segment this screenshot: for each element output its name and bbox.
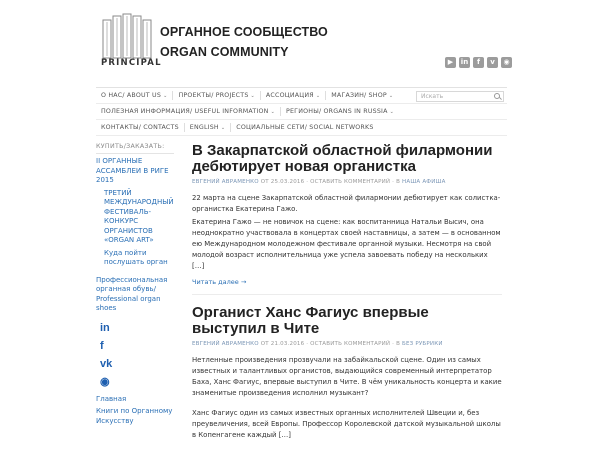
header-social-icons — [445, 57, 512, 68]
sidebar-link[interactable]: II ОРГАННЫЕ АССАМБЛЕИ В РИГЕ 2015 — [96, 157, 169, 184]
nav-item-regions[interactable]: РЕГИОНЫ/ ORGANS IN RUSSIA ⌄ — [285, 108, 395, 115]
main-content — [192, 143, 502, 450]
sidebar-link-books[interactable]: Книги по Органному Искусству — [96, 407, 173, 425]
chevron-down-icon: ⌄ — [388, 93, 394, 99]
nav-item-about[interactable]: О НАС/ ABOUT US ⌄ — [101, 92, 168, 99]
post-meta: ЕВГЕНИЙ АВРАМЕНКО ОТ 21.03.2016 · ОСТАВИТЬ КОММЕНТАРИЙ · В БЕЗ РУБРИКИ — [192, 341, 443, 347]
rss-icon[interactable]: ◉ — [100, 375, 110, 388]
post-paragraph: Нетленные произведения прозвучали на забайкальской сцене. Один из самых известных и талантливых органистов, выдающийся современный интерпретатор Баха, Ханс Фагиус, впервые выступил в Чите. В чём уникальность концерта и какие знаменитые произведения исполнил музыкант? — [192, 356, 502, 397]
post-paragraph: 22 марта на сцене Закарпатской областной филармонии дебютирует как солистка-органистка Екатерина Гажо. — [192, 194, 501, 213]
nav-item-social[interactable]: СОЦИАЛЬНЫЕ СЕТИ/ SOCIAL NETWORKS — [236, 124, 374, 131]
logo-text: PRINCIPAL — [101, 58, 162, 68]
post-title[interactable]: В Закарпатской областной филармонии дебютирует новая органистка — [192, 142, 493, 175]
post-meta: ЕВГЕНИЙ АВРАМЕНКО ОТ 25.03.2016 · ОСТАВИТЬ КОММЕНТАРИЙ · В НАША АФИША — [192, 179, 446, 185]
post — [192, 143, 502, 286]
post-author[interactable]: ЕВГЕНИЙ АВРАМЕНКО — [192, 179, 259, 185]
facebook-icon[interactable]: f — [473, 57, 484, 68]
site-title-ru: ОРГАННОЕ СООБЩЕСТВО — [160, 25, 328, 39]
nav-item-shop[interactable]: МАГАЗИН/ SHOP ⌄ — [331, 92, 394, 99]
post-meta-on: ОТ — [260, 341, 269, 347]
post-date[interactable]: 21.03.2016 — [270, 341, 305, 347]
post-divider — [192, 294, 502, 295]
linkedin-icon[interactable]: in — [100, 321, 110, 334]
rss-icon[interactable]: ◉ — [501, 57, 512, 68]
post-excerpt — [192, 355, 502, 441]
nav-item-association[interactable]: АССОЦИАЦИЯ ⌄ — [265, 92, 321, 99]
sidebar-social-icons — [100, 321, 174, 393]
vk-icon[interactable]: v — [487, 57, 498, 68]
vk-icon[interactable]: vk — [100, 357, 113, 370]
post-category[interactable]: НАША АФИША — [402, 179, 446, 185]
post-meta-in: В — [396, 341, 401, 347]
sidebar — [96, 143, 174, 426]
post-comment-link[interactable]: ОСТАВИТЬ КОММЕНТАРИЙ — [310, 179, 391, 185]
linkedin-icon[interactable]: in — [460, 58, 469, 66]
main-navigation — [96, 87, 507, 136]
nav-item-english[interactable]: ENGLISH ⌄ — [189, 124, 226, 131]
chevron-down-icon: ⌄ — [389, 109, 395, 115]
sidebar-link-home[interactable]: Главная — [96, 394, 127, 403]
post — [192, 305, 502, 441]
read-more-link[interactable]: Читать далее → — [192, 278, 247, 286]
post-date[interactable]: 25.03.2016 — [270, 179, 305, 185]
site-title-en: ORGAN COMMUNITY — [160, 45, 289, 59]
post-meta-on: ОТ — [260, 179, 269, 185]
sidebar-heading: КУПИТЬ/ЗАКАЗАТЬ: — [96, 143, 174, 154]
nav-row — [96, 88, 507, 104]
post-paragraph: Ханс Фагиус один из самых известных органных исполнителей Швеции и, без преувеличения, всей Европы. Профессор Королевской датской музыкальной школы в Копенгагене каждый […] — [192, 409, 501, 439]
sidebar-link[interactable]: Куда пойти послушать орган — [104, 248, 168, 266]
nav-row — [96, 120, 507, 136]
sidebar-link[interactable]: ТРЕТИЙ МЕЖДУНАРОДНЫЙ ФЕСТИВАЛЬ-КОНКУРС ОРГАНИСТОВ «ORGAN ART» — [104, 188, 174, 244]
search-input[interactable]: Искать — [416, 91, 504, 102]
chevron-down-icon: ⌄ — [250, 93, 255, 99]
nav-row — [96, 104, 507, 120]
post-paragraph: Екатерина Гажо — не новичок на сцене: как воспитанница Натальи Высич, она неоднократно участвовала в концертах своей наставницы, а затем — в основанном ею Международном молодежном фестивале органной музыки. Несмотря на свой молодой возраст исполнительница уже успела завоевать победу на нескольких […] — [192, 218, 501, 270]
search-icon[interactable] — [494, 93, 500, 99]
nav-item-contacts[interactable]: КОНТАКТЫ/ CONTACTS — [101, 124, 179, 131]
post-author[interactable]: ЕВГЕНИЙ АВРАМЕНКО — [192, 341, 259, 347]
post-meta-in: В — [396, 179, 401, 185]
post-category[interactable]: БЕЗ РУБРИКИ — [402, 341, 443, 347]
nav-item-projects[interactable]: ПРОЕКТЫ/ PROJECTS ⌄ — [178, 92, 255, 99]
site-logo[interactable] — [89, 12, 162, 74]
post-title[interactable]: Органист Ханс Фагиус впервые выступил в Чите — [192, 304, 429, 337]
chevron-down-icon: ⌄ — [315, 93, 321, 99]
chevron-down-icon: ⌄ — [270, 109, 275, 115]
post-comment-link[interactable]: ОСТАВИТЬ КОММЕНТАРИЙ — [310, 341, 391, 347]
site-title[interactable] — [160, 22, 328, 62]
chevron-down-icon: ⌄ — [163, 93, 168, 99]
youtube-icon[interactable]: ▶ — [445, 57, 456, 68]
chevron-down-icon: ⌄ — [220, 125, 226, 131]
post-excerpt — [192, 193, 502, 272]
nav-item-useful-info[interactable]: ПОЛЕЗНАЯ ИНФОРМАЦИЯ/ USEFUL INFORMATION ⌄ — [101, 108, 275, 115]
facebook-icon[interactable]: f — [100, 339, 104, 352]
sidebar-link[interactable]: Профессиональная органная обувь/ Professional organ shoes — [96, 275, 168, 312]
